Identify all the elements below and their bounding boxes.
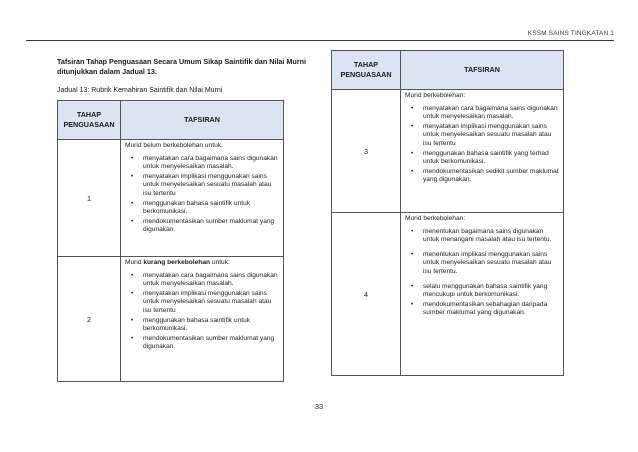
table-header-row [332, 51, 564, 90]
table-header-row [58, 101, 284, 140]
level-number: 4 [332, 213, 401, 376]
list-item: • menggunakan bahasa saintifik untuk berkomunikasi. [143, 317, 279, 334]
list-item: • menyatakan implikasi menggunakan sains untuk menyelesaikan sesuatu masalah atau isu tertentu [143, 290, 279, 316]
page-number: 33 [314, 402, 324, 411]
list-item: • menggunakan bahasa saintifik untuk berkomunikasi. [143, 200, 279, 217]
list-item: • mendokumentasikan sumber maklumat yang digunakan. [143, 218, 279, 235]
running-header: KSSM SAINS TINGKATAN 1 [26, 30, 614, 41]
intro-paragraph: Tafsiran Tahap Penguasaan Secara Umum Sikap Saintifik dan Nilai Murni ditunjukkan dalam Jadual 13. [57, 57, 306, 76]
list-item: • mendokumentasikan sumber maklumat yang digunakan. [143, 335, 279, 352]
criteria-list [125, 155, 279, 235]
level-number: 3 [332, 90, 401, 213]
level-intro: Murid berkebolehan: [405, 92, 466, 99]
level-number: 2 [58, 257, 121, 382]
table-row [332, 213, 564, 376]
level-intro: Murid belum berkebolehan untuk. [125, 142, 223, 149]
list-item: • menyatakan implikasi menggunakan sains untuk menyelesaikan sesuatu masalah atau isu tertentu [423, 123, 559, 149]
table-row [58, 257, 284, 382]
level-description [401, 90, 564, 213]
list-item: • selalu menggunakan bahasa saintifik yang mencukupi untuk berkomunikasi. [423, 283, 559, 300]
description-column-header: TAFSIRAN [401, 51, 564, 90]
list-item: • menyatakan cara bagaimana sains digunakan untuk menyelesaikan masalah. [143, 155, 279, 172]
level-intro: Murid kurang berkebolehan untuk: [125, 259, 230, 266]
table-row [58, 140, 284, 257]
level-column-header: TAHAP PENGUASAAN [332, 51, 401, 90]
level-column-header: TAHAP PENGUASAAN [58, 101, 121, 140]
list-item: • mendokumentasikan sebahagian daripada sumber maklumat yang digunakan. [423, 301, 559, 318]
list-item: • menentukan implikasi menggunakan sains untuk menyelesaikan sesuatu masalah atau isu tertentu. [423, 251, 559, 277]
list-item: • menggunakan bahasa saintifik yang terhad untuk berkomunikasi. [423, 150, 559, 167]
rubric-table-left [57, 100, 284, 382]
list-item: • menyatakan implikasi menggunakan sains untuk menyelesaikan sesuatu masalah atau isu tertentu [143, 173, 279, 199]
list-item: • mendokumentasikan sedikit sumber maklumat yang digunakan. [423, 168, 559, 185]
level-description [401, 213, 564, 376]
criteria-list [405, 105, 559, 185]
list-item: • menyatakan cara bagaimana sains digunakan untuk menyelesaikan masalah. [423, 105, 559, 122]
criteria-list [405, 228, 559, 318]
rubric-table-right [331, 50, 564, 376]
table-caption: Jadual 13: Rubrik Kemahiran Saintifik dan Nilai Murni [57, 87, 223, 94]
level-number: 1 [58, 140, 121, 257]
criteria-list [125, 272, 279, 352]
table-row [332, 90, 564, 213]
list-item: • menyatakan cara bagaimana sains digunakan untuk menyelesaikan masalah. [143, 272, 279, 289]
description-column-header: TAFSIRAN [121, 101, 284, 140]
level-intro: Murid berkebolehan: [405, 215, 466, 222]
level-description [121, 140, 284, 257]
list-item: • menentukan bagaimana sains digunakan untuk menangani masalah atau isu tertentu. [423, 228, 559, 245]
level-description [121, 257, 284, 382]
